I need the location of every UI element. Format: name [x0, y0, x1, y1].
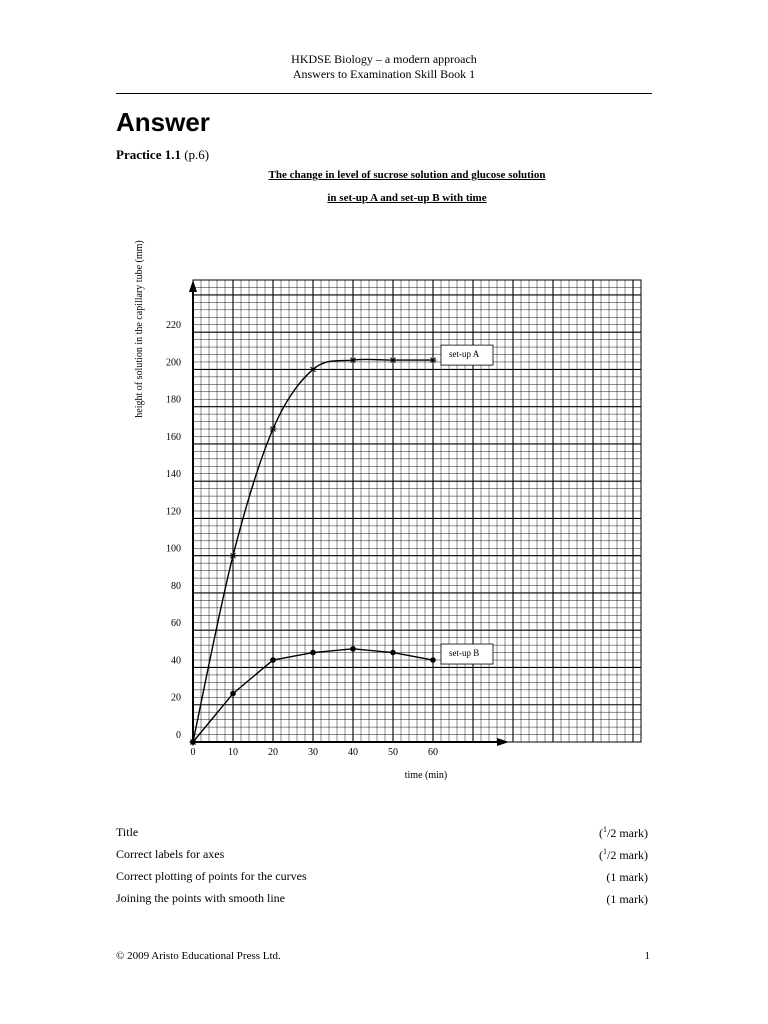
data-point — [350, 646, 356, 652]
footer — [116, 950, 652, 962]
x-tick-label: 40 — [348, 747, 358, 758]
marking-score-sup: 1 — [603, 847, 607, 856]
marking-score-pre: ( — [599, 848, 603, 862]
data-point — [310, 650, 316, 656]
legend-label: set-up B — [449, 648, 480, 659]
y-axis-label: height of solution in the capillary tube (mm) — [134, 240, 145, 418]
marking-item: Title — [116, 825, 139, 839]
marking-score — [606, 869, 648, 885]
marking-item: Correct labels for axes — [116, 847, 225, 861]
chart-grid-minor — [193, 280, 641, 742]
data-point — [190, 739, 196, 745]
y-axis-arrow — [189, 280, 197, 292]
marking-score — [599, 847, 648, 863]
x-axis-label: time (min) — [404, 770, 448, 781]
data-point — [429, 357, 436, 364]
data-point — [270, 657, 276, 663]
header-line-2: Answers to Examination Skill Book 1 — [292, 67, 476, 81]
legend-label: set-up A — [449, 349, 480, 360]
marking-row — [116, 825, 652, 843]
marking-item: Correct plotting of points for the curves — [116, 869, 307, 883]
marking-score-sup: 1 — [603, 825, 607, 834]
chart-tick-labels — [166, 320, 438, 758]
data-point — [269, 425, 276, 432]
y-tick-label: 180 — [166, 394, 181, 406]
chart-title-line-2: in set-up A and set-up B with time — [327, 192, 487, 204]
x-tick-label: 20 — [268, 747, 278, 758]
data-point — [230, 691, 236, 697]
marking-row — [116, 869, 652, 887]
marking-score-pre: (1 mark) — [606, 870, 648, 884]
page-number: 1 — [644, 950, 650, 962]
marking-score-pre: (1 mark) — [606, 892, 648, 906]
data-point — [390, 650, 396, 656]
y-tick-label: 60 — [171, 618, 181, 630]
x-tick-label: 10 — [228, 747, 238, 758]
marking-score — [599, 825, 648, 841]
data-point — [349, 357, 356, 364]
page-title: Answer — [116, 107, 210, 137]
y-tick-label: 140 — [166, 469, 181, 481]
practice-number: Practice 1.1 — [116, 147, 181, 162]
x-tick-label: 0 — [190, 747, 196, 758]
data-point — [389, 357, 396, 364]
x-axis-arrow — [497, 738, 509, 746]
x-tick-label: 60 — [428, 747, 438, 758]
x-tick-label: 50 — [388, 747, 398, 758]
y-tick-label: 40 — [171, 655, 181, 667]
y-tick-label: 160 — [166, 431, 181, 443]
header-line-1: HKDSE Biology – a modern approach — [291, 52, 477, 66]
y-tick-label: 220 — [166, 320, 181, 332]
x-tick-label: 30 — [308, 747, 318, 758]
copyright-text: © 2009 Aristo Educational Press Ltd. — [116, 950, 281, 962]
y-tick-label: 120 — [166, 506, 181, 518]
data-point — [229, 552, 236, 559]
chart-title-line-1: The change in level of sucrose solution and glucose solution — [268, 169, 546, 181]
y-tick-label: 80 — [171, 580, 181, 592]
marking-item: Joining the points with smooth line — [116, 891, 286, 905]
practice-page: (p.6) — [184, 147, 210, 162]
marking-score-post: /2 mark) — [607, 826, 648, 840]
marking-row — [116, 891, 652, 909]
y-tick-label: 0 — [176, 730, 181, 741]
y-tick-label: 20 — [171, 692, 181, 704]
marking-score — [606, 891, 648, 907]
marking-score-post: /2 mark) — [607, 848, 648, 862]
marking-score-pre: ( — [599, 826, 603, 840]
data-point — [430, 657, 436, 663]
y-tick-label: 100 — [166, 543, 181, 555]
y-tick-label: 200 — [166, 357, 181, 369]
marking-row — [116, 847, 652, 865]
